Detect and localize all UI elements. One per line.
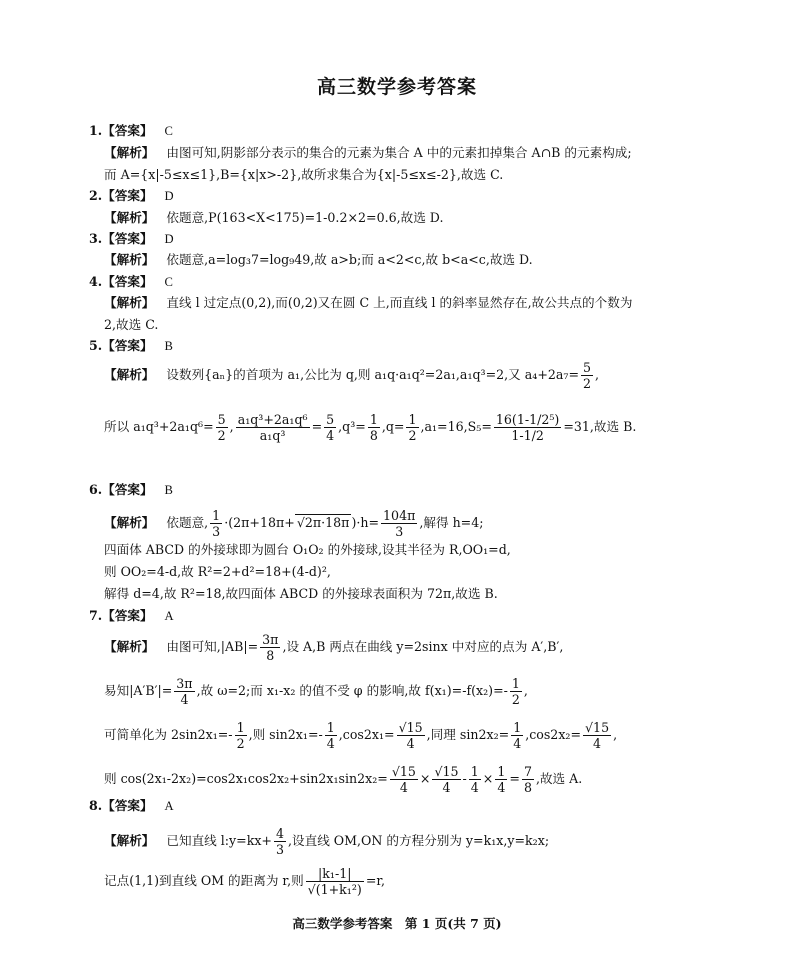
- q1-answer-line: [89, 122, 173, 140]
- q6-analysis-line1: [104, 508, 484, 539]
- q5-frac-1-num: 5: [583, 360, 592, 375]
- q7-text3f: ,: [613, 727, 618, 742]
- q7-frac-3-num: 1: [511, 676, 520, 691]
- q7-frac-3: [510, 676, 522, 707]
- q4-number: 4.: [89, 274, 103, 289]
- q1-answer-tag: 【答案】: [102, 123, 153, 138]
- q7-frac-13-num: 7: [523, 764, 532, 779]
- q2-answer: D: [164, 189, 174, 203]
- q7-frac-4-den: 2: [236, 736, 245, 751]
- q8-frac-2: [306, 866, 364, 897]
- page-title: 高三数学参考答案: [316, 76, 477, 98]
- q3-analysis-line1: [104, 251, 533, 269]
- q8-analysis-line1: [104, 826, 549, 857]
- q7-frac-13-den: 8: [523, 780, 532, 795]
- q6-answer-tag: 【答案】: [102, 482, 153, 497]
- q7-text4a: 则 cos(2x₁-2x₂)=cos2x₁cos2x₂+sin2x₁sin2x₂=: [104, 771, 388, 786]
- q4-analysis-line2: 2,故选 C.: [104, 317, 159, 332]
- q8-text1b: ,设直线 OM,ON 的方程分别为 y=k₁x,y=k₂x;: [288, 833, 550, 848]
- q7-minus: -: [462, 771, 467, 786]
- q7-text1a: 由图可知,|AB|=: [166, 639, 259, 654]
- q7-frac-5-den: 4: [326, 736, 335, 751]
- q2-analysis-line1: [104, 209, 443, 227]
- q7-frac-10: [432, 764, 460, 795]
- q5-text2d: ,a₁=16,S₅=: [420, 419, 492, 434]
- q7-text2c: ,: [523, 683, 528, 698]
- q8-answer-tag: 【答案】: [102, 798, 153, 813]
- q7-analysis-tag: 【解析】: [104, 639, 155, 654]
- q8-number: 8.: [89, 798, 103, 813]
- q6-analysis-line3: 则 OO₂=4-d,故 R²=2+d²=18+(4-d)²,: [104, 564, 331, 579]
- q7-frac-11-den: 4: [470, 780, 479, 795]
- q7-frac-8-num: √15: [585, 720, 610, 735]
- q7-frac-2-num: 3π: [176, 676, 193, 691]
- q7-text3b: ,则 sin2x₁=-: [248, 727, 323, 742]
- q7-eq: =: [509, 771, 520, 786]
- q5-frac-3-den: a₁q³: [259, 428, 286, 443]
- q3-analysis-tag: 【解析】: [104, 252, 155, 267]
- q5-frac-5-den: 8: [369, 428, 378, 443]
- q7-answer-tag: 【答案】: [102, 608, 153, 623]
- q4-analysis-text1: 直线 l 过定点(0,2),而(0,2)又在圆 C 上,而直线 l 的斜率显然存在,故公共点的个数为: [166, 295, 633, 310]
- q6-frac-2-num: 104π: [383, 508, 416, 523]
- q3-analysis-text1: 依题意,a=log₃7=log₉49,故 a>b;而 a<2<c,故 b<a<c,故选 D.: [166, 252, 533, 267]
- q7-frac-1: [260, 632, 280, 663]
- q5-answer-line: [89, 337, 173, 355]
- q7-times2: ×: [482, 771, 494, 786]
- q6-sqrt-body: 2π·18π: [304, 515, 350, 530]
- q6-analysis-line4: 解得 d=4,故 R²=18,故四面体 ABCD 的外接球表面积为 72π,故选 B.: [104, 586, 498, 601]
- q7-frac-6-num: √15: [398, 720, 423, 735]
- q5-frac-6-num: 1: [408, 412, 417, 427]
- q8-text2a: 记点(1,1)到直线 OM 的距离为 r,则: [104, 873, 304, 888]
- q1-number: 1.: [89, 123, 103, 138]
- q6-text1d: ,解得 h=4;: [419, 515, 484, 530]
- q5-number: 5.: [89, 338, 103, 353]
- q5-text2b: ,q³=: [338, 419, 366, 434]
- q5-frac-1: [581, 360, 593, 391]
- q7-frac-1-den: 8: [266, 648, 275, 663]
- q7-text3a: 可简单化为 2sin2x₁=-: [104, 727, 233, 742]
- q8-answer-line: [89, 797, 174, 815]
- q5-frac-2-num: 5: [217, 412, 226, 427]
- q8-analysis-tag: 【解析】: [104, 833, 155, 848]
- q4-analysis-tag: 【解析】: [104, 295, 155, 310]
- q5-frac-3-num: a₁q³+2a₁q⁶: [237, 412, 308, 427]
- q7-frac-5: [325, 720, 337, 751]
- q7-text4b: ,故选 A.: [535, 771, 583, 786]
- q5-analysis-line1: [104, 360, 599, 391]
- q6-text1c: )·h=: [351, 515, 380, 530]
- q2-analysis-text1: 依题意,P(163<X<175)=1-0.2×2=0.6,故选 D.: [166, 210, 444, 225]
- q5-frac-3: [236, 412, 310, 443]
- q1-answer: C: [164, 124, 173, 138]
- q7-frac-2: [174, 676, 194, 707]
- q6-frac-2: [381, 508, 417, 539]
- q2-number: 2.: [89, 188, 103, 203]
- q5-frac-2: [216, 412, 228, 443]
- q2-answer-line: [89, 187, 174, 205]
- q5-answer-tag: 【答案】: [102, 338, 153, 353]
- q8-frac-2-num: |k₁-1|: [306, 866, 364, 882]
- q6-answer-line: [89, 481, 173, 499]
- q6-text1b: ·(2π+18π+: [224, 515, 295, 530]
- q5-frac-7-den: 1-1/2: [511, 428, 544, 443]
- q3-answer-tag: 【答案】: [102, 231, 153, 246]
- q7-frac-6-den: 4: [406, 736, 415, 751]
- q7-text1b: ,设 A,B 两点在曲线 y=2sinx 中对应的点为 A′,B′,: [282, 639, 564, 654]
- q8-text2b: =r,: [365, 873, 386, 888]
- q7-analysis-line2: [104, 676, 528, 707]
- q5-frac-6-den: 2: [408, 428, 417, 443]
- page-footer: 高三数学参考答案 第 1 页(共 7 页): [292, 916, 502, 931]
- q7-frac-7: [511, 720, 523, 751]
- q8-answer: A: [164, 799, 174, 813]
- q1-analysis-tag: 【解析】: [104, 145, 155, 160]
- q5-text2c: ,q=: [381, 419, 405, 434]
- q5-frac-7-num: 16(1-1/2⁵): [495, 412, 560, 427]
- q8-text1a: 已知直线 l:y=kx+: [166, 833, 272, 848]
- q6-number: 6.: [89, 482, 103, 497]
- q3-number: 3.: [89, 231, 103, 246]
- q7-frac-12: [495, 764, 507, 795]
- q7-analysis-line3: [104, 720, 617, 751]
- q5-analysis-line2: [104, 412, 636, 443]
- q7-frac-12-num: 1: [497, 764, 506, 779]
- q5-text1b: ,: [595, 367, 600, 382]
- q7-frac-11-num: 1: [470, 764, 479, 779]
- q7-frac-1-num: 3π: [262, 632, 279, 647]
- q7-frac-9-den: 4: [399, 780, 408, 795]
- q8-analysis-line2: [104, 866, 385, 897]
- q7-text2a: 易知|A′B′|=: [104, 683, 173, 698]
- q7-frac-9: [390, 764, 418, 795]
- q7-frac-13: [522, 764, 534, 795]
- q5-frac-7: [494, 412, 561, 443]
- q4-answer-tag: 【答案】: [102, 274, 153, 289]
- q5-frac-4-den: 4: [326, 428, 335, 443]
- q7-frac-4: [235, 720, 247, 751]
- q6-frac-1-den: 3: [212, 524, 221, 539]
- q7-analysis-line1: [104, 632, 563, 663]
- q2-answer-tag: 【答案】: [102, 188, 153, 203]
- q5-text2a: 所以 a₁q³+2a₁q⁶=: [104, 419, 214, 434]
- q5-frac-5-num: 1: [369, 412, 378, 427]
- q5-frac-2-den: 2: [217, 428, 226, 443]
- q4-answer: C: [164, 275, 173, 289]
- q7-number: 7.: [89, 608, 103, 623]
- q7-frac-8: [583, 720, 611, 751]
- q5-text2e: =31,故选 B.: [563, 419, 637, 434]
- q4-analysis-line1: [104, 294, 632, 312]
- q8-frac-1: [274, 826, 286, 857]
- q6-frac-1: [210, 508, 222, 539]
- q7-frac-7-num: 1: [513, 720, 522, 735]
- q7-frac-11: [469, 764, 481, 795]
- q8-frac-2-den: √(1+k₁²): [307, 882, 362, 897]
- q7-frac-12-den: 4: [497, 780, 506, 795]
- q7-frac-5-num: 1: [326, 720, 335, 735]
- q8-frac-1-num: 4: [275, 826, 284, 841]
- q6-analysis-tag: 【解析】: [104, 515, 155, 530]
- q5-frac-6: [406, 412, 418, 443]
- q8-frac-1-den: 3: [275, 842, 284, 857]
- q7-answer: A: [164, 609, 174, 623]
- q6-text1a: 依题意,: [166, 515, 209, 530]
- q1-analysis-line2: 而 A={x|-5≤x≤1},B={x|x>-2},故所求集合为{x|-5≤x≤-2},故选 C.: [104, 167, 504, 182]
- q7-text3d: ,同理 sin2x₂=: [426, 727, 510, 742]
- q5-analysis-tag: 【解析】: [104, 367, 155, 382]
- q5-sep1: ,: [229, 419, 234, 434]
- q7-text3e: ,cos2x₂=: [525, 727, 582, 742]
- q7-frac-2-den: 4: [180, 692, 189, 707]
- q1-analysis-text1: 由图可知,阴影部分表示的集合的元素为集合 A 中的元素扣掉集合 A∩B 的元素构成;: [166, 145, 632, 160]
- q5-frac-4-num: 5: [326, 412, 335, 427]
- q7-frac-6: [397, 720, 425, 751]
- q7-text2b: ,故 ω=2;而 x₁-x₂ 的值不受 φ 的影响,故 f(x₁)=-f(x₂)=-: [196, 683, 508, 698]
- q5-frac-5: [368, 412, 380, 443]
- q7-frac-3-den: 2: [511, 692, 520, 707]
- q6-analysis-line2: 四面体 ABCD 的外接球即为圆台 O₁O₂ 的外接球,设其半径为 R,OO₁=d,: [104, 542, 511, 557]
- q5-eq1: =: [311, 419, 323, 434]
- q7-frac-4-num: 1: [236, 720, 245, 735]
- q7-frac-9-num: √15: [391, 764, 416, 779]
- q6-frac-1-num: 1: [212, 508, 221, 523]
- q7-frac-10-num: √15: [434, 764, 459, 779]
- q3-answer: D: [164, 232, 174, 246]
- q2-analysis-tag: 【解析】: [104, 210, 155, 225]
- q5-frac-1-den: 2: [583, 376, 592, 391]
- q7-text3c: ,cos2x₁=: [338, 727, 395, 742]
- q6-answer: B: [164, 483, 173, 497]
- q1-analysis-line1: [104, 144, 632, 162]
- q5-text1a: 设数列{aₙ}的首项为 a₁,公比为 q,则 a₁q·a₁q²=2a₁,a₁q³=2,又 a₄+2a₇=: [166, 367, 579, 382]
- q7-answer-line: [89, 607, 174, 625]
- q7-frac-7-den: 4: [513, 736, 522, 751]
- q6-sqrt: √2π·18π: [296, 515, 350, 530]
- q5-frac-4: [324, 412, 336, 443]
- q7-analysis-line4: [104, 764, 582, 795]
- q4-answer-line: [89, 273, 173, 291]
- q6-frac-2-den: 3: [395, 524, 404, 539]
- q5-answer: B: [164, 339, 173, 353]
- q7-frac-10-den: 4: [442, 780, 451, 795]
- q7-frac-8-den: 4: [593, 736, 602, 751]
- q7-times1: ×: [419, 771, 431, 786]
- q3-answer-line: [89, 230, 174, 248]
